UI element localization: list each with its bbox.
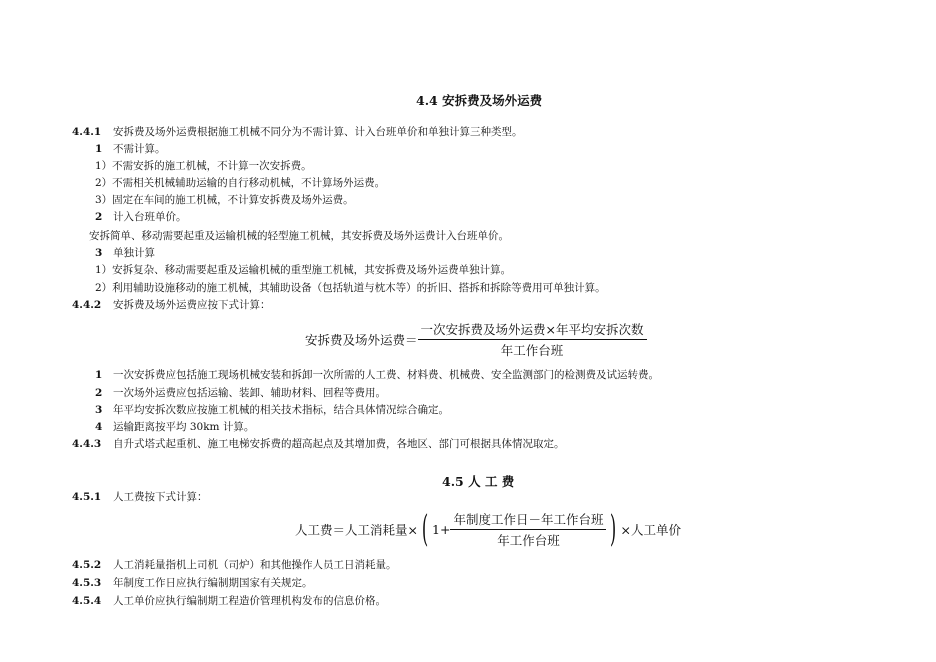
note-number: 1: [95, 369, 103, 381]
sub-item-text: 3）固定在车间的施工机械，不计算安拆费及场外运费。: [95, 194, 354, 206]
formula-one-plus: 1+: [432, 522, 451, 537]
clause-text: 安拆费及场外运费应按下式计算：: [113, 299, 271, 311]
formula-lhs: 人工费＝人工消耗量×: [295, 522, 418, 538]
fraction: [450, 510, 606, 549]
item-text: 不需计算。: [113, 143, 166, 155]
item-number: 1: [95, 143, 103, 155]
item-number: 3: [95, 247, 103, 259]
item-number: 2: [95, 211, 103, 223]
formula-rhs: ×人工单价: [620, 522, 682, 538]
note-number: 4: [95, 421, 103, 433]
formula-labor-fee: [295, 510, 681, 549]
fraction-numerator: 一次安拆费及场外运费×年平均安拆次数: [420, 322, 644, 337]
clause-number: 4.5.4: [72, 595, 102, 607]
sub-item-text: 1）不需安拆的施工机械，不计算一次安拆费。: [95, 160, 312, 172]
clause-text: 人工消耗量指机上司机（司炉）和其他操作人员工日消耗量。: [113, 559, 397, 571]
formula-demolition-fee: [305, 320, 647, 359]
fraction-bar: [450, 529, 606, 530]
note-text: 一次场外运费应包括运输、装卸、辅助材料、回程等费用。: [113, 387, 386, 399]
left-paren: (: [421, 508, 429, 550]
sub-item-text: 1）安拆复杂、移动需要起重及运输机械的重型施工机械，其安拆费及场外运费单独计算。: [95, 264, 512, 276]
note-number: 2: [95, 387, 103, 399]
formula-lhs: 安拆费及场外运费＝: [305, 332, 418, 348]
fraction-numerator: 年制度工作日－年工作台班: [453, 512, 604, 527]
clause-text: 年制度工作日应执行编制期国家有关规定。: [113, 577, 313, 589]
fraction: [418, 320, 647, 359]
item-text: 单独计算: [113, 247, 155, 259]
right-paren: ): [610, 508, 617, 550]
clause-text: 自升式塔式起重机、施工电梯安拆费的超高起点及其增加费，各地区、部门可根据具体情况取定。: [113, 438, 565, 450]
clause-text: 人工单价应执行编制期工程造价管理机构发布的信息价格。: [113, 595, 386, 607]
sub-item-text: 2）不需相关机械辅助运输的自行移动机械，不计算场外运费。: [95, 177, 386, 189]
fraction-denominator: 年工作台班: [500, 343, 564, 358]
note-text: 年平均安拆次数应按施工机械的相关技术指标，结合具体情况综合确定。: [113, 404, 449, 416]
clause-text: 人工费按下式计算：: [113, 491, 208, 503]
sub-item-text: 2）利用辅助设施移动的施工机械，其辅助设备（包括轨道与枕木等）的折旧、搭拆和拆除等费用可单独计算。: [95, 282, 606, 294]
clause-number: 4.4.2: [72, 299, 102, 311]
note-text: 一次安拆费应包括施工现场机械安装和拆卸一次所需的人工费、材料费、机械费、安全监测部门的检测费及试运转费。: [113, 369, 659, 381]
clause-text: 安拆费及场外运费根据施工机械不同分为不需计算、计入台班单价和单独计算三种类型。: [113, 126, 523, 138]
clause-number: 4.4.1: [72, 126, 102, 138]
note-number: 3: [95, 404, 103, 416]
section-title-4-5: 4.5 人 工 费: [442, 474, 515, 489]
fraction-bar: [418, 339, 647, 340]
item-text: 计入台班单价。: [113, 211, 187, 223]
note-text: 运输距离按平均 30km 计算。: [113, 421, 255, 433]
clause-number: 4.5.3: [72, 577, 102, 589]
section-title-4-4: 4.4 安拆费及场外运费: [416, 93, 543, 108]
clause-number: 4.4.3: [72, 438, 102, 450]
paragraph-text: 安拆简单、移动需要起重及运输机械的轻型施工机械，其安拆费及场外运费计入台班单价。: [89, 230, 509, 242]
clause-number: 4.5.1: [72, 491, 102, 503]
clause-number: 4.5.2: [72, 559, 102, 571]
fraction-denominator: 年工作台班: [497, 533, 560, 548]
